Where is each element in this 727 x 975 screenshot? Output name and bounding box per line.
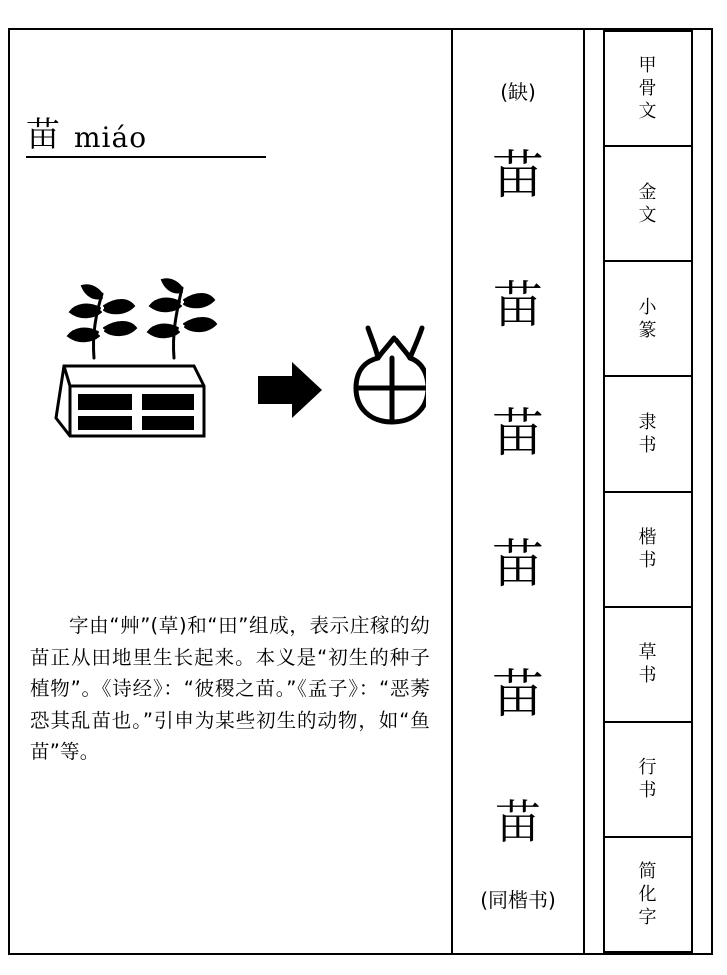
tab-oracle-bone[interactable] [603,30,693,147]
script-form-cursive: 苗 [495,794,541,849]
script-form-running: 苗 [491,664,544,725]
tab-bronze[interactable] [603,147,693,262]
tab-small-seal[interactable] [603,262,693,377]
script-column [453,30,583,953]
sprout-right-icon [148,279,216,358]
headword-pinyin: miáo [74,121,148,154]
script-note-label: (同楷书) [480,888,556,912]
tab-char: 书 [638,550,658,572]
illustration [26,228,426,458]
tab-char: 小 [638,296,658,318]
illustration-drawing [26,228,426,458]
script-form-seal: 苗 [493,276,543,335]
tab-char: 骨 [638,78,658,100]
ancient-glyph-drawing [356,328,426,422]
script-missing-label: (缺) [500,80,536,104]
tab-simplified[interactable] [603,838,693,953]
sprout-left-icon [68,285,136,358]
script-form-regular: 苗 [491,534,544,595]
explanation-text: 字由“艸”(草)和“田”组成，表示庄稼的幼苗正从田地里生长起来。本义是“初生的种子植物”。《诗经》：“彼稷之苗。”《孟子》：“恶莠恐其乱苗也。”引申为某些初生的动物，如“鱼苗”等。 [30,614,430,764]
script-forms [453,105,583,884]
tab-char: 简 [638,860,658,882]
tab-char: 行 [638,757,658,779]
right-arrow-icon [258,362,322,418]
tab-regular[interactable] [603,493,693,608]
tab-char: 甲 [638,55,658,77]
tab-char: 书 [638,434,658,456]
script-form-bronze: 苗 [491,146,544,207]
tab-char: 篆 [638,319,658,341]
tab-cursive[interactable] [603,608,693,723]
tab-clerical[interactable] [603,377,693,492]
tab-char: 草 [638,642,658,664]
tab-char: 楷 [638,527,658,549]
tab-char: 书 [638,780,658,802]
script-form-clerical: 苗 [491,404,544,465]
tab-char: 书 [638,665,658,687]
tab-char: 隶 [638,411,658,433]
tab-running[interactable] [603,723,693,838]
script-tabs [585,30,711,953]
tab-char: 文 [638,101,658,123]
headword [26,102,266,158]
tab-char: 化 [638,883,658,905]
tab-char: 文 [638,204,658,226]
tab-char: 金 [638,181,658,203]
tab-char: 字 [638,906,658,928]
headword-character: 苗 [26,115,60,155]
field-icon [56,366,204,436]
